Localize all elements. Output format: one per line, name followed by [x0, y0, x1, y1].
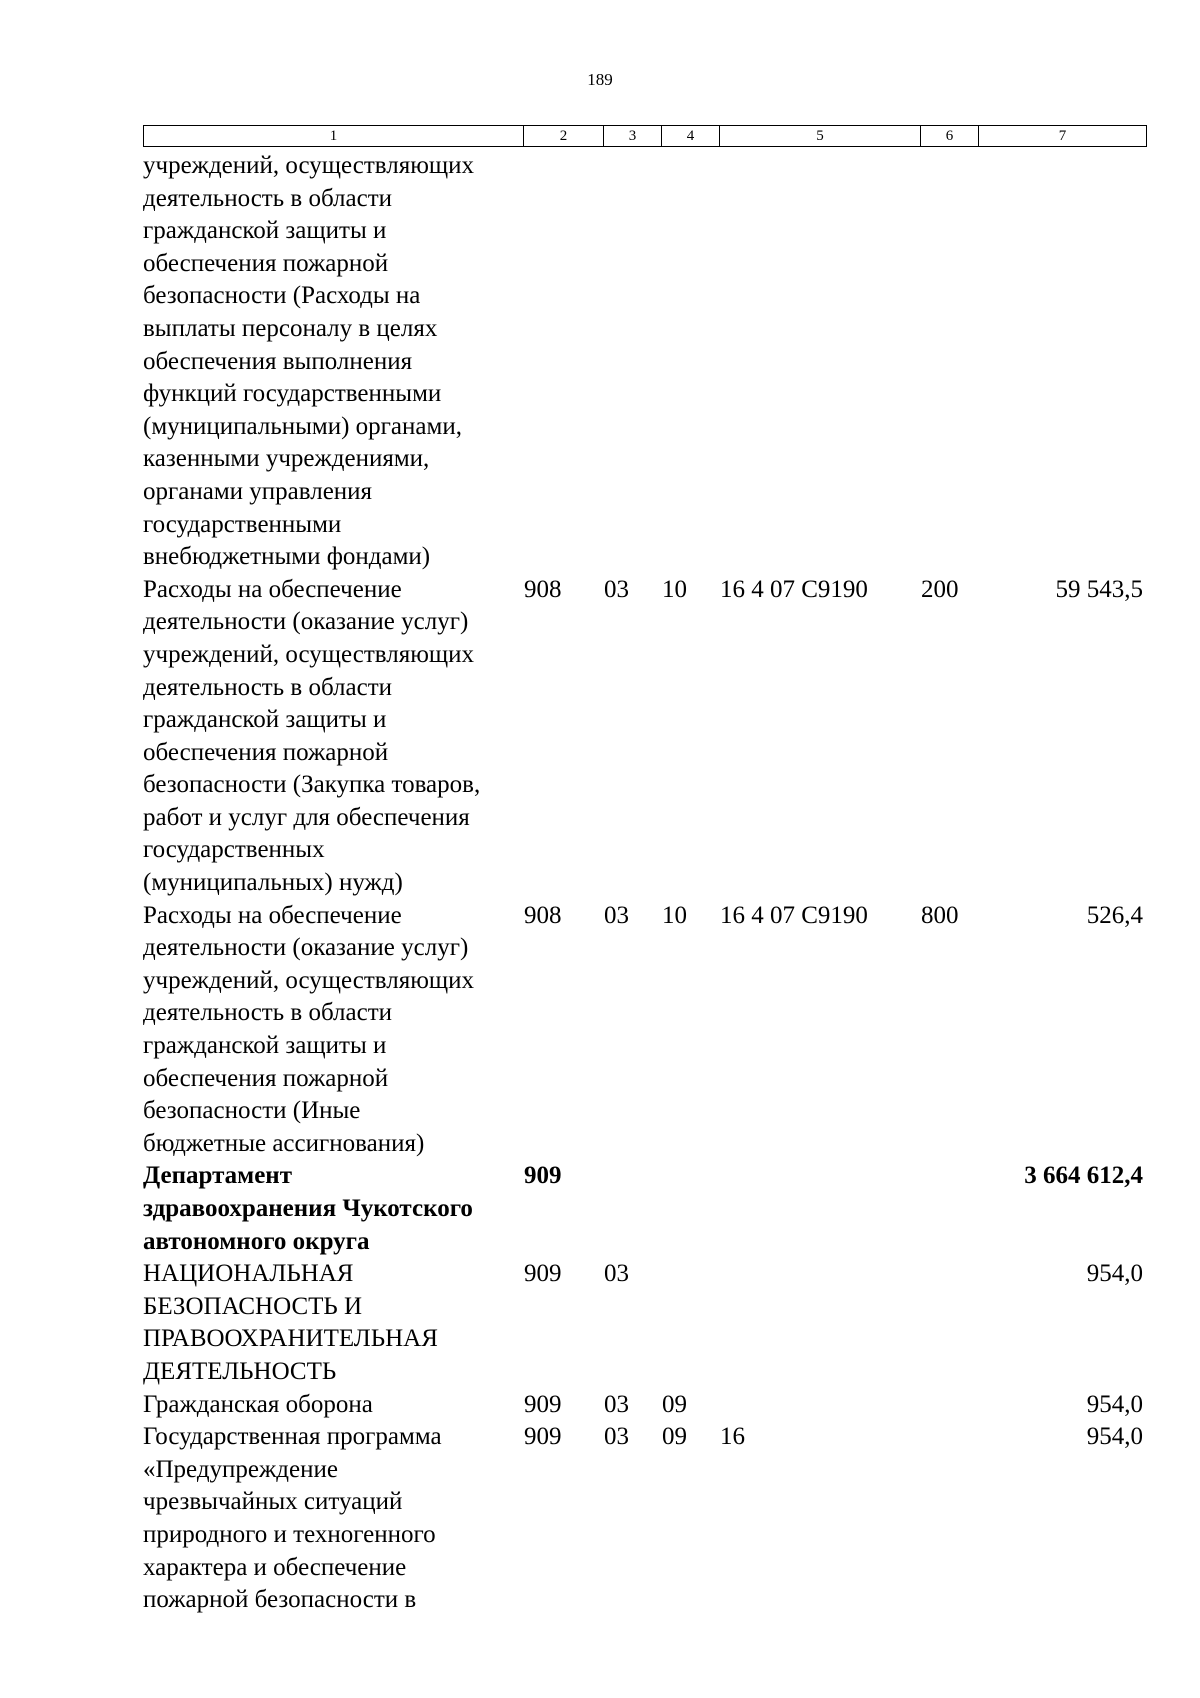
row-name-line: ПРАВООХРАНИТЕЛЬНАЯ	[143, 1325, 438, 1353]
row-name-line: государственными	[143, 510, 342, 538]
column-header-7: 7	[979, 126, 1147, 147]
section-code: 03	[604, 1423, 629, 1451]
department-code: 908	[524, 901, 562, 929]
department-code: 909	[524, 1390, 562, 1418]
table-row	[143, 1160, 1162, 1258]
row-name-line: безопасности (Закупка товаров,	[143, 771, 481, 799]
row-name-line: работ и услуг для обеспечения	[143, 803, 470, 831]
row-name-line: (муниципальными) органами,	[143, 412, 462, 440]
row-name-line: деятельность в области	[143, 673, 393, 701]
row-name-line: безопасности (Иные	[143, 1097, 361, 1125]
department-code: 908	[524, 575, 562, 603]
row-name-line: гражданской защиты и	[143, 217, 387, 245]
column-header-table	[143, 125, 1147, 147]
section-code: 03	[604, 1390, 629, 1418]
row-name	[143, 1421, 523, 1617]
row-name	[143, 1258, 523, 1388]
row-name-line: деятельности (оказание услуг)	[143, 608, 469, 636]
row-name-line: Департамент	[143, 1162, 292, 1190]
row-name	[143, 1160, 523, 1258]
row-name-line: (муниципальных) нужд)	[143, 869, 403, 897]
row-name-line: учреждений, осуществляющих	[143, 152, 475, 179]
row-name-line: Расходы на обеспечение	[143, 901, 402, 929]
target-article-code: 16 4 07 С9190	[720, 575, 868, 603]
row-name-line: Государственная программа	[143, 1423, 442, 1451]
row-name-line: БЕЗОПАСНОСТЬ И	[143, 1292, 363, 1320]
department-code: 909	[524, 1260, 562, 1288]
row-name-line: пожарной безопасности в	[143, 1586, 417, 1614]
table-row	[143, 150, 1162, 574]
row-name-line: деятельности (оказание услуг)	[143, 934, 469, 962]
budget-table-body	[143, 150, 1162, 1617]
expense-type-code: 800	[921, 901, 959, 929]
row-name-line: бюджетные ассигнования)	[143, 1129, 425, 1157]
amount: 3 664 612,4	[1024, 1162, 1143, 1190]
table-row	[143, 574, 1162, 900]
row-name-line: Расходы на обеспечение	[143, 575, 402, 603]
department-code: 909	[524, 1423, 562, 1451]
subsection-code: 10	[662, 901, 687, 929]
column-header-3: 3	[604, 126, 662, 147]
row-name-line: функций государственными	[143, 380, 442, 408]
row-name-line: здравоохранения Чукотского	[143, 1195, 473, 1222]
row-name-line: природного и техногенного	[143, 1520, 436, 1548]
section-code: 03	[604, 1260, 629, 1288]
row-name-line: органами управления	[143, 477, 373, 505]
amount: 954,0	[1086, 1423, 1143, 1451]
row-name-line: внебюджетными фондами)	[143, 543, 431, 571]
subsection-code: 09	[662, 1423, 687, 1451]
row-name	[143, 900, 523, 1161]
row-name-line: деятельность в области	[143, 999, 393, 1027]
amount: 59 543,5	[1055, 575, 1143, 603]
table-row	[143, 900, 1162, 1161]
row-name-line: государственных	[143, 836, 325, 864]
column-header-row	[144, 126, 1147, 147]
column-header-6: 6	[921, 126, 979, 147]
column-header-4: 4	[662, 126, 720, 147]
amount: 526,4	[1086, 901, 1143, 929]
expense-type-code: 200	[921, 575, 959, 603]
row-name-line: ДЕЯТЕЛЬНОСТЬ	[143, 1357, 337, 1385]
department-code: 909	[524, 1162, 562, 1190]
row-name-line: гражданской защиты и	[143, 706, 387, 734]
target-article-code: 16	[720, 1423, 745, 1451]
table-row	[143, 1421, 1162, 1617]
row-name-line: учреждений, осуществляющих	[143, 966, 475, 994]
table-row	[143, 1258, 1162, 1388]
table-row	[143, 1389, 1162, 1422]
row-name-line: обеспечения пожарной	[143, 738, 389, 766]
row-name-line: безопасности (Расходы на	[143, 282, 421, 310]
page-number: 189	[587, 70, 613, 89]
row-name-line: учреждений, осуществляющих	[143, 640, 475, 668]
row-name-line: НАЦИОНАЛЬНАЯ	[143, 1260, 354, 1288]
subsection-code: 10	[662, 575, 687, 603]
row-name-line: выплаты персоналу в целях	[143, 314, 438, 342]
row-name	[143, 150, 523, 574]
target-article-code: 16 4 07 С9190	[720, 901, 868, 929]
column-header-2: 2	[524, 126, 604, 147]
row-name	[143, 1389, 523, 1422]
section-code: 03	[604, 901, 629, 929]
amount: 954,0	[1086, 1390, 1143, 1418]
row-name-line: автономного округа	[143, 1227, 370, 1255]
row-name	[143, 574, 523, 900]
row-name-line: гражданской защиты и	[143, 1032, 387, 1060]
row-name-line: «Предупреждение	[143, 1455, 338, 1483]
row-name-line: обеспечения пожарной	[143, 1064, 389, 1092]
row-name-line: характера и обеспечение	[143, 1553, 407, 1581]
column-header-1: 1	[144, 126, 524, 147]
subsection-code: 09	[662, 1390, 687, 1418]
amount: 954,0	[1086, 1260, 1143, 1288]
row-name-line: обеспечения пожарной	[143, 249, 389, 277]
section-code: 03	[604, 575, 629, 603]
row-name-line: чрезвычайных ситуаций	[143, 1488, 403, 1516]
row-name-line: обеспечения выполнения	[143, 347, 413, 375]
row-name-line: деятельность в области	[143, 184, 393, 212]
row-name-line: Гражданская оборона	[143, 1390, 373, 1418]
column-header-5: 5	[720, 126, 921, 147]
row-name-line: казенными учреждениями,	[143, 445, 430, 473]
